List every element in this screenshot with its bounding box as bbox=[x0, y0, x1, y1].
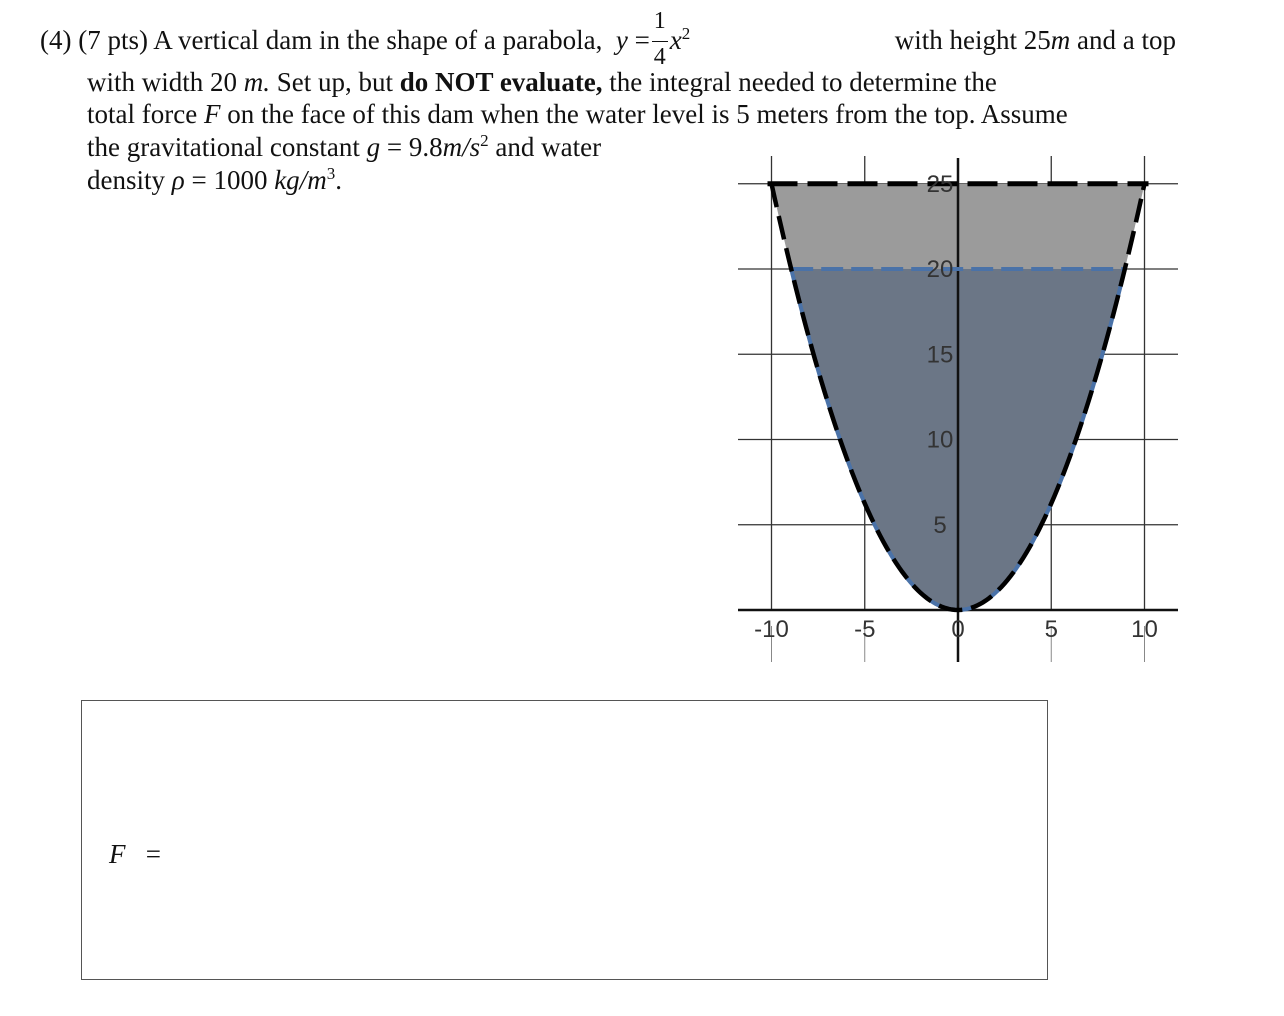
problem-text: A vertical dam in the shape of a parabola, bbox=[153, 25, 603, 55]
problem-line-3 bbox=[87, 98, 1068, 131]
setup-text: Set up, but bbox=[276, 67, 394, 97]
period: . bbox=[335, 165, 342, 195]
y-tick-label: 15 bbox=[926, 341, 954, 369]
dam-graph bbox=[738, 152, 1178, 667]
y-tick-label: 20 bbox=[926, 256, 954, 283]
gravity-exponent: 2 bbox=[480, 131, 489, 150]
integral-text: the integral needed to determine the bbox=[609, 67, 997, 97]
problem-number: (4) bbox=[40, 25, 72, 55]
y-tick-label: 25 bbox=[926, 170, 954, 198]
force-text: total force bbox=[87, 99, 198, 129]
density-symbol: ρ bbox=[171, 165, 185, 195]
density-unit: kg/m bbox=[274, 165, 327, 195]
problem-line-5 bbox=[87, 164, 342, 197]
problem-line-1 bbox=[40, 8, 1176, 70]
height-text: with height 25 bbox=[894, 25, 1051, 55]
top-text: and a top bbox=[1077, 25, 1176, 55]
answer-label bbox=[109, 839, 161, 870]
density-value: = 1000 bbox=[191, 165, 268, 195]
gravity-symbol: g bbox=[366, 132, 381, 162]
density-exponent: 3 bbox=[326, 164, 336, 183]
x-tick-label: 10 bbox=[1131, 616, 1158, 643]
fraction bbox=[651, 8, 669, 70]
x-tick-label: 0 bbox=[951, 616, 965, 643]
eq-exponent: 2 bbox=[681, 24, 691, 43]
y-tick-label: 5 bbox=[933, 511, 947, 539]
density-text: density bbox=[87, 165, 165, 195]
y-tick-label: 10 bbox=[926, 426, 954, 454]
gravity-text: the gravitational constant bbox=[87, 132, 360, 162]
gravity-value: = 9.8 bbox=[386, 132, 443, 162]
answer-box[interactable] bbox=[81, 700, 1048, 980]
x-tick-label: -10 bbox=[754, 616, 789, 643]
unit-m: m bbox=[1050, 25, 1071, 55]
x-tick-labels bbox=[754, 616, 1158, 643]
problem-line-2 bbox=[87, 66, 997, 99]
force-symbol: F bbox=[203, 99, 221, 129]
unit-m: m. bbox=[243, 67, 271, 97]
eq-x: x bbox=[669, 25, 682, 55]
answer-equals: = bbox=[145, 839, 161, 869]
eq-equals: = bbox=[634, 25, 650, 55]
gravity-unit: m/s bbox=[442, 132, 481, 162]
x-tick-label: 5 bbox=[1044, 616, 1058, 643]
water-text: and water bbox=[495, 132, 602, 162]
problem-points: (7 pts) bbox=[78, 25, 148, 55]
width-text: with width 20 bbox=[87, 67, 238, 97]
fraction-denominator: 4 bbox=[653, 44, 666, 70]
water-level-text: on the face of this dam when the water level is 5 meters from the top. Assume bbox=[227, 99, 1068, 129]
x-tick-label: -5 bbox=[854, 616, 876, 643]
eq-y: y bbox=[615, 25, 628, 55]
problem-line-4 bbox=[87, 131, 601, 164]
fraction-numerator: 1 bbox=[653, 8, 666, 34]
bold-instruction: do NOT evaluate, bbox=[399, 67, 603, 97]
answer-force-symbol: F bbox=[109, 839, 126, 869]
